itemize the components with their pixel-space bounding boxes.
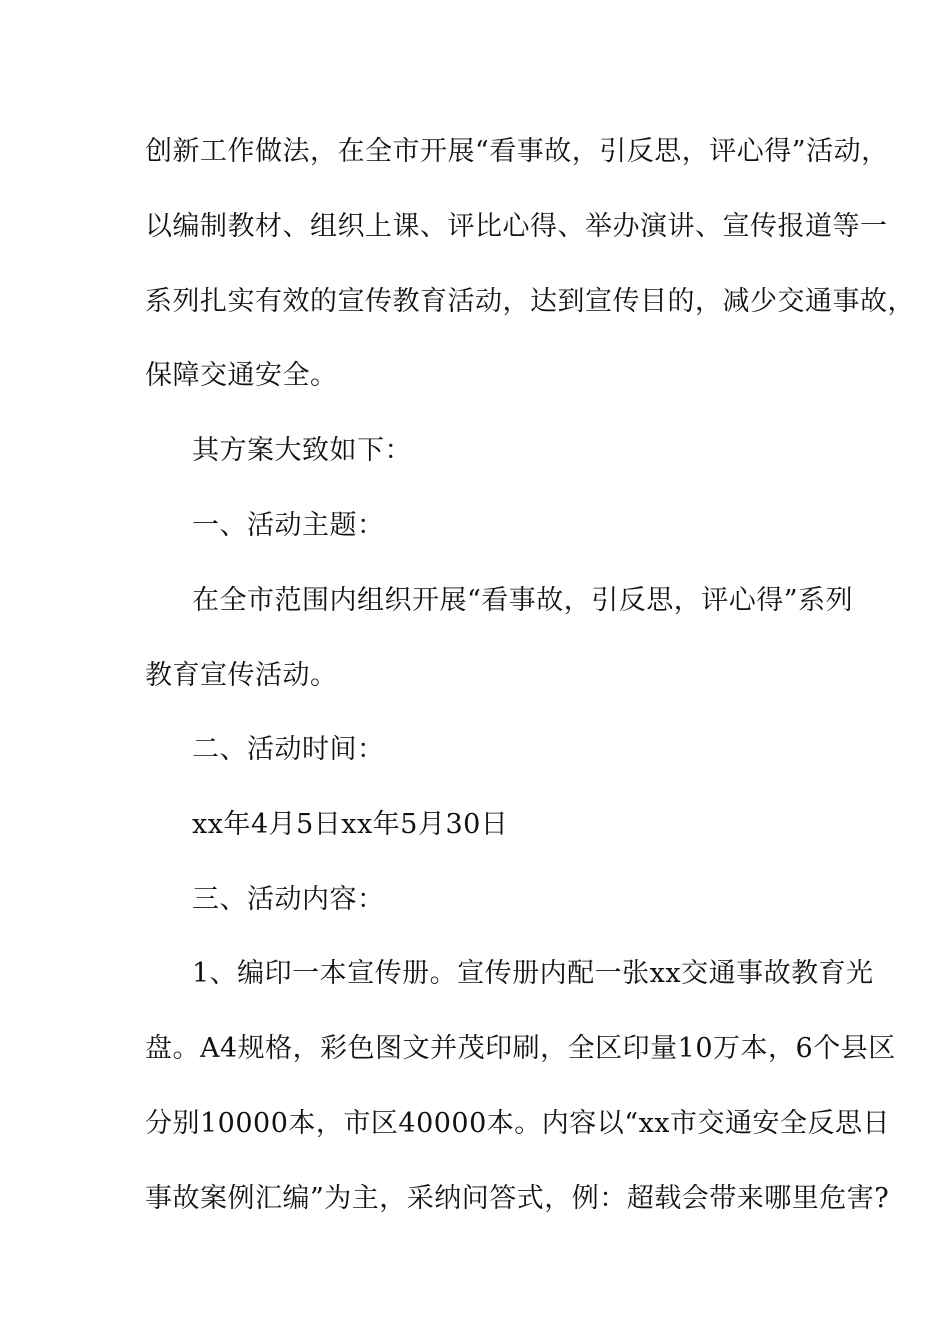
paragraph-line: xx年4月5日xx年5月30日 (192, 809, 509, 840)
section-heading: 三、活动内容： (192, 884, 385, 915)
section-heading: 二、活动时间： (192, 734, 385, 765)
paragraph-line: 盘。A4规格，彩色图文并茂印刷，全区印量10万本，6个县区 (145, 1033, 896, 1064)
paragraph-line: 1、编印一本宣传册。宣传册内配一张xx交通事故教育光 (192, 958, 874, 989)
paragraph-line: 事故案例汇编”为主，采纳问答式，例：超载会带来哪里危害? (145, 1183, 890, 1214)
paragraph-line: 保障交通安全。 (145, 360, 338, 391)
section-heading: 一、活动主题： (192, 510, 385, 541)
paragraph-line: 其方案大致如下： (192, 435, 412, 466)
paragraph-line: 分别10000本，市区40000本。内容以“xx市交通安全反思日 (145, 1108, 891, 1139)
paragraph-line: 在全市范围内组织开展“看事故，引反思，评心得”系列 (192, 585, 854, 616)
paragraph-line: 以编制教材、组织上课、评比心得、举办演讲、宣传报道等一 (145, 211, 888, 242)
paragraph-line: 创新工作做法，在全市开展“看事故，引反思，评心得”活动， (145, 136, 889, 167)
paragraph-line: 系列扎实有效的宣传教育活动，达到宣传目的，减少交通事故， (145, 286, 915, 317)
paragraph-line: 教育宣传活动。 (145, 660, 338, 691)
